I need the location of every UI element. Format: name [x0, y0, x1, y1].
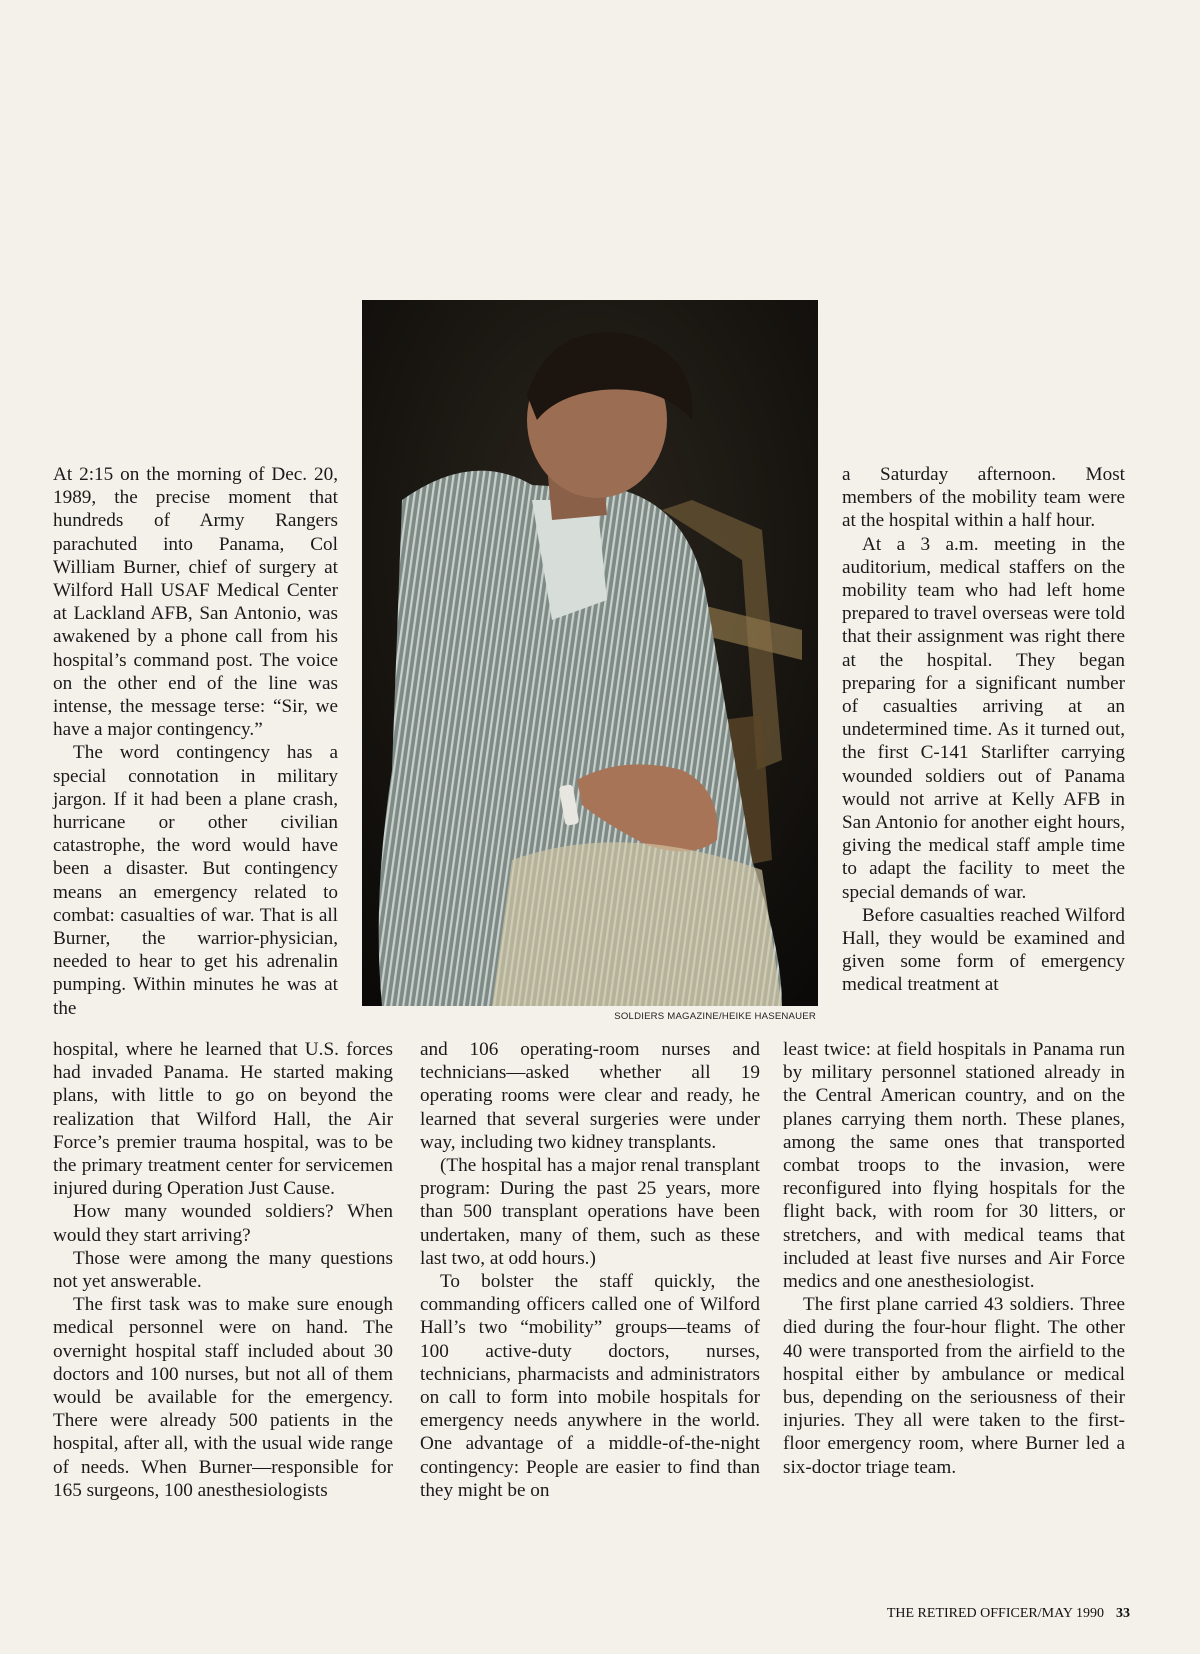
article-paragraph: (The hospital has a major renal transplant program: During the past 25 years, more than 500 transplant operations have been undertaken, many of them, such as these last two, at odd hours.) [420, 1155, 760, 1269]
article-paragraph: How many wounded soldiers? When would they start arriving? [53, 1201, 393, 1246]
article-paragraph: least twice: at field hospitals in Panama run by military personnel stationed already in the Central American country, and on the planes carrying them north. These planes, among the same ones that transported combat troops to the invasion, were reconfigured into flying hospitals for the flight back, with room for 30 litters, or stretchers, and with medical teams that included at least five nurses and Air Force medics and one anesthesiologist. [783, 1039, 1125, 1293]
photo-seated-patient [362, 300, 818, 1006]
article-column-1-bottom [53, 1038, 393, 1502]
publication-line: THE RETIRED OFFICER/MAY 1990 [886, 1606, 1104, 1621]
article-paragraph: To bolster the staff quickly, the commanding officers called one of Wilford Hall’s two “mobility” groups—teams of 100 active-duty doctors, nurses, technicians, pharmacists and administrators on call to form into mobile hospitals for emergency needs anywhere in the world. One advantage of a middle-of-the-night contingency: People are easier to find than they might be on [420, 1271, 760, 1501]
article-column-3-top [842, 463, 1125, 997]
article-paragraph: Those were among the many questions not yet answerable. [53, 1247, 393, 1293]
article-paragraph: At 2:15 on the morning of Dec. 20, 1989, the precise moment that hundreds of Army Rangers parachuted into Panama, Col William Burner, chief of surgery at Wilford Hall USAF Medical Center at Lackland AFB, San Antonio, was awakened by a phone call from his hospital’s command post. The voice on the other end of the line was intense, the message terse: “Sir, we have a major contingency.” [53, 464, 338, 741]
article-paragraph: At a 3 a.m. meeting in the auditorium, medical staffers on the mobility team who had left home prepared to travel overseas were told that their assignment was right there at the hospital. They began preparing for a significant number of casualties arriving at an undetermined time. As it turned out, the first C-141 Starlifter carrying wounded soldiers out of Panama would not arrive at Kelly AFB in San Antonio for another eight hours, giving the medical staff ample time to adapt the facility to meet the special demands of war. [842, 533, 1125, 903]
article-paragraph: The first task was to make sure enough medical personnel were on hand. The overnight hospital staff included about 30 doctors and 100 nurses, but not all of them would be available for the emergency. There were already 500 patients in the hospital, after all, with the usual wide range of needs. When Burner—responsible for 165 surgeons, 100 anesthesiologists [53, 1294, 393, 1501]
page-footer [820, 1606, 1130, 1622]
article-paragraph: The first plane carried 43 soldiers. Three died during the four-hour flight. The other 40 were transported from the airfield to the hospital either by ambulance or medical bus, depending on the seriousness of their injuries. They all were taken to the first-floor emergency room, where Burner led a six-doctor triage team. [783, 1294, 1125, 1478]
article-paragraph: Before casualties reached Wilford Hall, they would be examined and given some form of emergency medical treatment at [842, 904, 1125, 996]
photo-credit: SOLDIERS MAGAZINE/HEIKE HASENAUER [614, 1011, 816, 1022]
article-column-2 [420, 1038, 760, 1502]
article-column-1-top [53, 463, 338, 1020]
article-paragraph: hospital, where he learned that U.S. forces had invaded Panama. He started making plans, with little to go on beyond the realization that Wilford Hall, the Air Force’s premier trauma hospital, was to be the primary treatment center for servicemen injured during Operation Just Cause. [53, 1039, 393, 1200]
article-paragraph: and 106 operating-room nurses and technicians—asked whether all 19 operating rooms were clear and ready, he learned that several surgeries were under way, including two kidney transplants. [420, 1039, 760, 1153]
page-number: 33 [1116, 1606, 1130, 1621]
article-photo [362, 300, 818, 1006]
article-paragraph: a Saturday afternoon. Most members of the mobility team were at the hospital within a half hour. [842, 464, 1125, 532]
article-column-3-bottom [783, 1038, 1125, 1479]
article-paragraph: The word contingency has a special connotation in military jargon. If it had been a plane crash, hurricane or other civilian catastrophe, the word would have been a disaster. But contingency means an emergency related to combat: casualties of war. That is all Burner, the warrior-physician, needed to hear to get his adrenalin pumping. Within minutes he was at the [53, 742, 338, 1019]
